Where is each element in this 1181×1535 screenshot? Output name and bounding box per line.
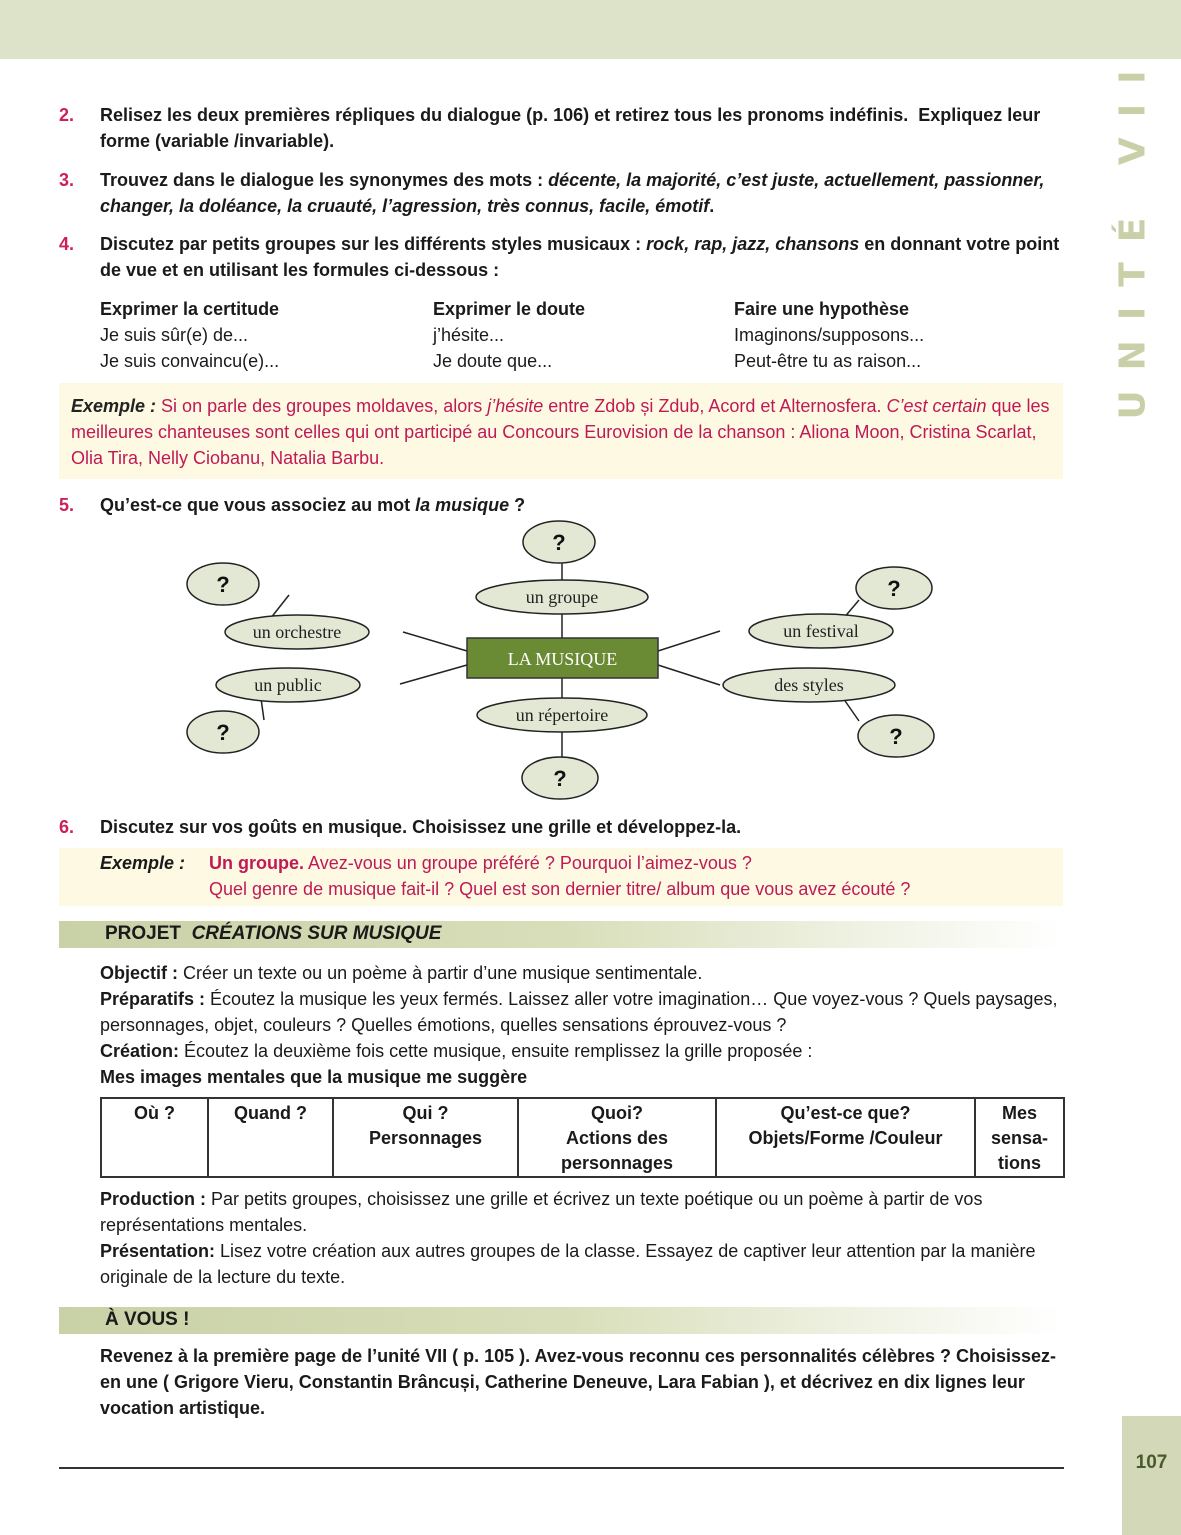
exercise-number: 6. <box>59 817 75 837</box>
grid-header-ou: Où ? <box>101 1098 208 1177</box>
exercise-5 <box>59 492 1063 518</box>
exercise-2 <box>59 102 1063 154</box>
word-styles: des styles <box>774 675 844 695</box>
formula-heading: Exprimer le doute <box>433 299 586 319</box>
exercise-number: 3. <box>59 170 75 190</box>
example-text: Un groupe. Avez-vous un groupe préféré ? Pourquoi l’aimez-vous ? Quel genre de musique fait-il ? Quel est son dernier titre/ album que vous avez écouté ? <box>209 853 911 899</box>
grid-header-quoi: Quoi? Actions des personnages <box>518 1098 716 1177</box>
word-public: un public <box>254 675 322 695</box>
exercise-text: Discutez sur vos goûts en musique. Choisissez une grille et développez-la. <box>100 817 742 837</box>
word-orchestre: un orchestre <box>252 622 342 642</box>
avous-band <box>59 1307 1063 1334</box>
word-repertoire: un répertoire <box>515 705 609 725</box>
formula-line: Je doute que... <box>433 351 553 371</box>
page-number: 107 <box>1135 1452 1168 1473</box>
formula-heading: Exprimer la certitude <box>100 299 280 319</box>
unit-side-label: UNITÉ VII <box>1112 50 1154 420</box>
exercise-number: 5. <box>59 495 75 515</box>
avous-title: À VOUS ! <box>105 1309 190 1330</box>
exercise-4 <box>59 231 1063 283</box>
mind-map-center-label: LA MUSIQUE <box>507 649 618 669</box>
question-mark: ? <box>889 724 903 749</box>
exercise-3 <box>59 167 1063 219</box>
formula-line: j’hésite... <box>433 325 505 345</box>
example-box-1 <box>59 383 1063 479</box>
exercise-text: Trouvez dans le dialogue les synonymes des mots : décente, la majorité, c’est juste, actuellement, passionner, changer, la doléance, la cruauté, l’agression, très connus, facile, émotif. <box>100 170 1045 216</box>
grid-header-quand: Quand ? <box>208 1098 333 1177</box>
question-mark: ? <box>216 572 230 597</box>
formula-column-hypothese <box>734 296 924 374</box>
exercise-text: Qu’est-ce que vous associez au mot la musique ? <box>100 495 526 515</box>
exercise-number: 2. <box>59 105 75 125</box>
example-box-2 <box>59 848 1063 906</box>
formula-line: Imaginons/supposons... <box>734 325 925 345</box>
exercise-text: Discutez par petits groupes sur les différents styles musicaux : rock, rap, jazz, chansons en donnant votre point de vue et en utilisant les formules ci-dessous : <box>100 234 1060 280</box>
example-label: Exemple : <box>71 396 157 416</box>
formula-line: Peut-être tu as raison... <box>734 351 922 371</box>
mind-map-graphic <box>59 520 1063 810</box>
exercise-text: Relisez les deux premières répliques du dialogue (p. 106) et retirez tous les pronoms indéfinis. Expliquez leur forme (variable /invariable). <box>100 105 1041 151</box>
projet-title: PROJET CRÉATIONS SUR MUSIQUE <box>105 923 442 944</box>
exercise-6 <box>59 814 1063 840</box>
formula-heading: Faire une hypothèse <box>734 299 910 319</box>
grid-header-quest-ce-que: Qu’est-ce que? Objets/Forme /Couleur <box>716 1098 975 1177</box>
projet-band <box>59 921 1063 948</box>
question-mark: ? <box>216 720 230 745</box>
exercise-number: 4. <box>59 234 75 254</box>
question-mark: ? <box>887 576 901 601</box>
example-label: Exemple : <box>100 853 186 873</box>
projet-body: Objectif : Créer un texte ou un poème à partir d’une musique sentimentale. Préparatifs : Écoutez la musique les yeux fermés. Laissez aller votre imagination… Que voyez-vous ? Quels paysages, personnages, objet, couleurs ? Quelles émotions, quelles sensations éprouvez-vous ? Création: Écoutez la deuxième fois cette musique, ensuite remplissez la grille proposée : Mes images mentales que la musique me suggère <box>100 963 1058 1087</box>
avous-text: Revenez à la première page de l’unité VII ( p. 105 ). Avez-vous reconnu ces personnalités célèbres ? Choisissez-en une ( Grigore Vieru, Constantin Brâncuși, Catherine Deneuve, Lara Fabian ), et décrivez en dix lignes leur vocation artistique. <box>100 1346 1057 1418</box>
question-mark: ? <box>553 766 567 791</box>
grid-header-qui: Qui ? Personnages <box>333 1098 518 1177</box>
top-header-bar <box>0 0 1181 59</box>
word-festival: un festival <box>783 621 859 641</box>
question-mark: ? <box>552 530 566 555</box>
page-number-tab <box>1122 1416 1181 1535</box>
grid-header-sensations: Mes sensa- tions <box>975 1098 1064 1177</box>
mental-images-grid <box>100 1097 1065 1178</box>
mind-map <box>59 520 1063 810</box>
production-text: Production : Par petits groupes, choisissez une grille et écrivez un texte poétique ou un poème à partir de vos représentations mentales. Présentation: Lisez votre création aux autres groupes de la classe. Essayez de captiver leur attention par la manière originale de la lecture du texte. <box>100 1189 1036 1287</box>
bottom-rule <box>59 1467 1064 1469</box>
word-groupe: un groupe <box>525 587 599 607</box>
formula-column-doute <box>433 296 585 374</box>
formula-line: Je suis convaincu(e)... <box>100 351 280 371</box>
example-text: Si on parle des groupes moldaves, alors j’hésite entre Zdob și Zdub, Acord et Alternosfera. C’est certain que les meilleures chanteuses sont celles qui ont participé au Concours Eurovision de la chanson : Aliona Moon, Cristina Scarlat, Olia Tira, Nelly Ciobanu, Natalia Barbu. <box>71 396 1050 468</box>
formula-line: Je suis sûr(e) de... <box>100 325 249 345</box>
formula-column-certitude <box>100 296 279 374</box>
